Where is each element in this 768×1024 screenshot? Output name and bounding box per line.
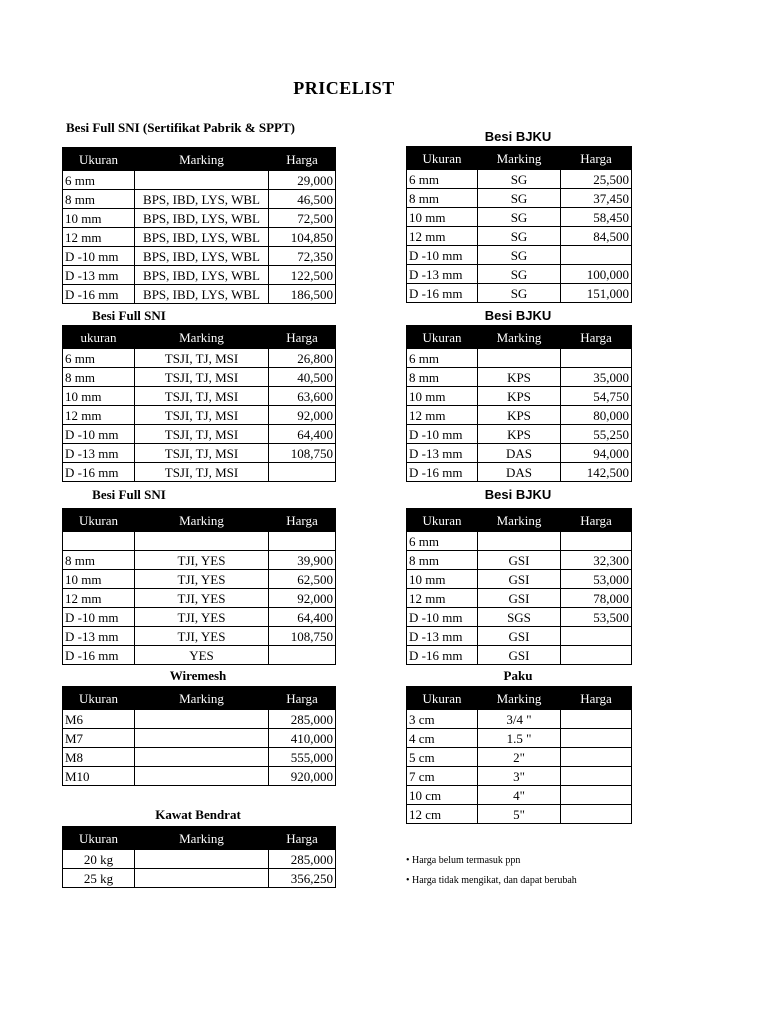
table-row: [63, 850, 336, 869]
table-row: [407, 425, 632, 444]
cell-harga: 39,900: [269, 551, 336, 570]
cell-ukuran: 6 mm: [407, 349, 478, 368]
cell-harga: 37,450: [561, 189, 632, 208]
cell-marking: [135, 850, 269, 869]
table-header-row: [63, 326, 336, 349]
cell-marking: TJI, YES: [135, 589, 269, 608]
cell-ukuran: 7 cm: [407, 767, 478, 786]
cell-marking: TSJI, TJ, MSI: [135, 387, 269, 406]
cell-marking: GSI: [478, 570, 561, 589]
cell-marking: DAS: [478, 444, 561, 463]
table-row: [407, 786, 632, 805]
header-ukuran: Ukuran: [63, 509, 135, 532]
header-marking: Marking: [135, 687, 269, 710]
table-row: [407, 805, 632, 824]
cell-ukuran: 8 mm: [407, 368, 478, 387]
table-header-row: [407, 147, 632, 170]
table-row: [63, 406, 336, 425]
section-title-paku: Paku: [503, 668, 533, 683]
header-ukuran: Ukuran: [63, 148, 135, 171]
cell-harga: 53,500: [561, 608, 632, 627]
cell-marking: 3/4 ": [478, 710, 561, 729]
cell-harga: 55,250: [561, 425, 632, 444]
table-row: [407, 208, 632, 227]
table-row: [63, 285, 336, 304]
price-table-besi-full-sni-3: [62, 508, 336, 665]
cell-harga: [561, 786, 632, 805]
section-title-besi-bjku-3: Besi BJKU: [484, 487, 552, 502]
cell-harga: 58,450: [561, 208, 632, 227]
table-row: [407, 589, 632, 608]
cell-harga: 356,250: [269, 869, 336, 888]
table-row: [63, 748, 336, 767]
cell-marking: SG: [478, 189, 561, 208]
cell-marking: 1.5 ": [478, 729, 561, 748]
cell-marking: TSJI, TJ, MSI: [135, 463, 269, 482]
header-harga: Harga: [561, 147, 632, 170]
cell-marking: DAS: [478, 463, 561, 482]
table-header-row: [63, 509, 336, 532]
cell-marking: GSI: [478, 646, 561, 665]
cell-marking: [135, 710, 269, 729]
cell-harga: 35,000: [561, 368, 632, 387]
cell-marking: BPS, IBD, LYS, WBL: [135, 247, 269, 266]
cell-ukuran: 12 mm: [63, 589, 135, 608]
price-table-besi-full-sni-1: [62, 147, 336, 304]
cell-marking: TSJI, TJ, MSI: [135, 349, 269, 368]
cell-marking: TJI, YES: [135, 627, 269, 646]
cell-marking: TJI, YES: [135, 551, 269, 570]
cell-marking: TSJI, TJ, MSI: [135, 406, 269, 425]
table-row: [407, 368, 632, 387]
header-harga: Harga: [269, 687, 336, 710]
table-row: [407, 246, 632, 265]
table-row: [63, 171, 336, 190]
cell-harga: [561, 767, 632, 786]
table-row: [63, 209, 336, 228]
cell-harga: 122,500: [269, 266, 336, 285]
table-header-row: [407, 326, 632, 349]
table-row: [407, 767, 632, 786]
cell-ukuran: D -16 mm: [63, 285, 135, 304]
cell-ukuran: 12 mm: [407, 406, 478, 425]
cell-harga: [561, 627, 632, 646]
cell-marking: SG: [478, 265, 561, 284]
header-marking: Marking: [135, 509, 269, 532]
price-table-besi-bjku-2: [406, 325, 632, 482]
cell-harga: [561, 710, 632, 729]
header-harga: Harga: [269, 148, 336, 171]
cell-harga: 72,500: [269, 209, 336, 228]
cell-ukuran: D -13 mm: [407, 265, 478, 284]
header-marking: Marking: [478, 509, 561, 532]
table-row: [407, 710, 632, 729]
table-row: [63, 266, 336, 285]
header-marking: Marking: [135, 827, 269, 850]
cell-ukuran: 10 mm: [407, 208, 478, 227]
cell-ukuran: 12 mm: [407, 227, 478, 246]
cell-harga: 100,000: [561, 265, 632, 284]
cell-ukuran: M10: [63, 767, 135, 786]
table-row: [407, 265, 632, 284]
note-item: • Harga tidak mengikat, dan dapat berubah: [406, 875, 577, 886]
cell-harga: 54,750: [561, 387, 632, 406]
table-body: [63, 171, 336, 304]
cell-ukuran: D -10 mm: [63, 425, 135, 444]
cell-harga: 94,000: [561, 444, 632, 463]
table-row: [63, 608, 336, 627]
cell-ukuran: 8 mm: [407, 189, 478, 208]
cell-harga: [561, 646, 632, 665]
cell-marking: BPS, IBD, LYS, WBL: [135, 209, 269, 228]
header-ukuran: Ukuran: [407, 509, 478, 532]
cell-ukuran: 6 mm: [407, 170, 478, 189]
cell-harga: 64,400: [269, 425, 336, 444]
header-harga: Harga: [561, 687, 632, 710]
cell-ukuran: 5 cm: [407, 748, 478, 767]
table-row: [63, 349, 336, 368]
cell-ukuran: 10 mm: [407, 570, 478, 589]
cell-marking: [478, 532, 561, 551]
cell-ukuran: 20 kg: [63, 850, 135, 869]
table-header-row: [63, 148, 336, 171]
table-row: [63, 570, 336, 589]
cell-marking: BPS, IBD, LYS, WBL: [135, 285, 269, 304]
cell-harga: [269, 532, 336, 551]
header-harga: Harga: [269, 326, 336, 349]
cell-ukuran: D -10 mm: [407, 425, 478, 444]
cell-ukuran: D -13 mm: [407, 627, 478, 646]
table-row: [407, 284, 632, 303]
cell-ukuran: 12 mm: [63, 228, 135, 247]
table-row: [63, 767, 336, 786]
cell-marking: BPS, IBD, LYS, WBL: [135, 228, 269, 247]
cell-marking: TJI, YES: [135, 608, 269, 627]
cell-harga: 26,800: [269, 349, 336, 368]
table-row: [407, 551, 632, 570]
cell-marking: SG: [478, 208, 561, 227]
cell-ukuran: 10 mm: [63, 209, 135, 228]
cell-ukuran: 10 mm: [407, 387, 478, 406]
header-marking: Marking: [478, 687, 561, 710]
table-body: [63, 850, 336, 888]
table-row: [63, 368, 336, 387]
cell-marking: KPS: [478, 425, 561, 444]
cell-marking: [135, 748, 269, 767]
table-body: [63, 349, 336, 482]
table-row: [63, 869, 336, 888]
cell-marking: [135, 532, 269, 551]
cell-ukuran: 25 kg: [63, 869, 135, 888]
price-table-besi-bjku-3: [406, 508, 632, 665]
section-title-besi-bjku-1: Besi BJKU: [484, 129, 552, 144]
section-title-besi-full-sni-2: Besi Full SNI: [92, 308, 166, 323]
cell-marking: TJI, YES: [135, 570, 269, 589]
cell-marking: TSJI, TJ, MSI: [135, 368, 269, 387]
notes: [406, 851, 577, 891]
table-row: [63, 247, 336, 266]
cell-harga: [561, 246, 632, 265]
cell-harga: [561, 532, 632, 551]
cell-harga: 108,750: [269, 627, 336, 646]
cell-marking: GSI: [478, 589, 561, 608]
cell-ukuran: 8 mm: [63, 190, 135, 209]
table-row: [63, 190, 336, 209]
table-row: [407, 170, 632, 189]
cell-harga: 72,350: [269, 247, 336, 266]
table-row: [63, 646, 336, 665]
cell-ukuran: D -16 mm: [407, 284, 478, 303]
table-row: [407, 608, 632, 627]
cell-harga: 104,850: [269, 228, 336, 247]
cell-marking: SG: [478, 284, 561, 303]
cell-marking: BPS, IBD, LYS, WBL: [135, 190, 269, 209]
table-row: [63, 228, 336, 247]
table-body: [407, 170, 632, 303]
section-title-wiremesh: Wiremesh: [169, 668, 227, 683]
table-row: [63, 551, 336, 570]
table-header-row: [407, 687, 632, 710]
table-body: [407, 349, 632, 482]
header-harga: Harga: [269, 827, 336, 850]
cell-ukuran: [63, 532, 135, 551]
cell-marking: [135, 869, 269, 888]
cell-marking: 3": [478, 767, 561, 786]
cell-harga: 64,400: [269, 608, 336, 627]
table-row: [63, 463, 336, 482]
table-row: [63, 532, 336, 551]
table-row: [407, 387, 632, 406]
price-table-besi-bjku-1: [406, 146, 632, 303]
cell-ukuran: D -10 mm: [407, 246, 478, 265]
cell-ukuran: D -16 mm: [407, 646, 478, 665]
cell-ukuran: 12 mm: [63, 406, 135, 425]
cell-harga: 410,000: [269, 729, 336, 748]
table-row: [407, 627, 632, 646]
table-row: [63, 589, 336, 608]
table-row: [407, 463, 632, 482]
cell-marking: GSI: [478, 551, 561, 570]
cell-harga: 32,300: [561, 551, 632, 570]
header-marking: Marking: [478, 147, 561, 170]
cell-harga: [561, 729, 632, 748]
cell-ukuran: 8 mm: [63, 551, 135, 570]
cell-ukuran: D -16 mm: [63, 646, 135, 665]
cell-harga: 25,500: [561, 170, 632, 189]
table-row: [407, 570, 632, 589]
table-row: [407, 748, 632, 767]
price-table-wiremesh: [62, 686, 336, 786]
cell-harga: 53,000: [561, 570, 632, 589]
header-harga: Harga: [269, 509, 336, 532]
cell-ukuran: M7: [63, 729, 135, 748]
cell-harga: 84,500: [561, 227, 632, 246]
cell-ukuran: 6 mm: [63, 171, 135, 190]
cell-ukuran: 12 mm: [407, 589, 478, 608]
cell-ukuran: D -13 mm: [63, 444, 135, 463]
table-row: [63, 627, 336, 646]
cell-harga: 151,000: [561, 284, 632, 303]
table-row: [407, 444, 632, 463]
cell-marking: YES: [135, 646, 269, 665]
cell-ukuran: D -10 mm: [407, 608, 478, 627]
table-row: [63, 444, 336, 463]
page-title: PRICELIST: [293, 78, 395, 98]
header-marking: Marking: [478, 326, 561, 349]
header-ukuran: ukuran: [63, 326, 135, 349]
price-table-besi-full-sni-2: [62, 325, 336, 482]
cell-marking: KPS: [478, 406, 561, 425]
table-row: [63, 387, 336, 406]
cell-marking: SG: [478, 170, 561, 189]
cell-harga: 29,000: [269, 171, 336, 190]
cell-harga: 40,500: [269, 368, 336, 387]
cell-harga: 92,000: [269, 406, 336, 425]
cell-ukuran: 12 cm: [407, 805, 478, 824]
cell-ukuran: 8 mm: [407, 551, 478, 570]
table-row: [407, 729, 632, 748]
cell-harga: 78,000: [561, 589, 632, 608]
cell-marking: 4": [478, 786, 561, 805]
cell-ukuran: 10 mm: [63, 570, 135, 589]
cell-harga: 108,750: [269, 444, 336, 463]
section-title-kawat-bendrat: Kawat Bendrat: [155, 807, 241, 822]
table-header-row: [407, 509, 632, 532]
cell-harga: 285,000: [269, 710, 336, 729]
table-row: [63, 729, 336, 748]
cell-harga: 142,500: [561, 463, 632, 482]
cell-marking: KPS: [478, 387, 561, 406]
cell-ukuran: D -13 mm: [407, 444, 478, 463]
cell-ukuran: 10 mm: [63, 387, 135, 406]
table-body: [407, 532, 632, 665]
section-title-besi-full-sni-sertifikat: Besi Full SNI (Sertifikat Pabrik & SPPT): [66, 120, 295, 135]
cell-harga: [269, 646, 336, 665]
section-title-besi-full-sni-3: Besi Full SNI: [92, 487, 166, 502]
table-row: [407, 349, 632, 368]
cell-harga: 92,000: [269, 589, 336, 608]
table-body: [63, 710, 336, 786]
cell-harga: 63,600: [269, 387, 336, 406]
cell-ukuran: D -10 mm: [63, 608, 135, 627]
table-row: [407, 227, 632, 246]
header-marking: Marking: [135, 326, 269, 349]
cell-harga: [561, 748, 632, 767]
cell-harga: [269, 463, 336, 482]
cell-ukuran: 6 mm: [63, 349, 135, 368]
cell-marking: 2": [478, 748, 561, 767]
cell-ukuran: M6: [63, 710, 135, 729]
cell-marking: GSI: [478, 627, 561, 646]
cell-marking: KPS: [478, 368, 561, 387]
table-header-row: [63, 827, 336, 850]
cell-ukuran: 4 cm: [407, 729, 478, 748]
cell-harga: 186,500: [269, 285, 336, 304]
table-row: [407, 646, 632, 665]
table-row: [63, 425, 336, 444]
cell-marking: SG: [478, 246, 561, 265]
header-harga: Harga: [561, 326, 632, 349]
header-ukuran: Ukuran: [407, 687, 478, 710]
cell-ukuran: M8: [63, 748, 135, 767]
cell-marking: [135, 767, 269, 786]
cell-ukuran: D -16 mm: [63, 463, 135, 482]
cell-marking: SG: [478, 227, 561, 246]
cell-ukuran: D -16 mm: [407, 463, 478, 482]
header-ukuran: Ukuran: [407, 147, 478, 170]
table-row: [407, 532, 632, 551]
table-row: [407, 406, 632, 425]
cell-ukuran: 3 cm: [407, 710, 478, 729]
cell-marking: TSJI, TJ, MSI: [135, 444, 269, 463]
table-body: [63, 532, 336, 665]
cell-harga: [561, 349, 632, 368]
note-item: • Harga belum termasuk ppn: [406, 855, 521, 866]
cell-marking: [478, 349, 561, 368]
cell-ukuran: D -13 mm: [63, 627, 135, 646]
header-harga: Harga: [561, 509, 632, 532]
table-header-row: [63, 687, 336, 710]
cell-ukuran: 6 mm: [407, 532, 478, 551]
table-body: [407, 710, 632, 824]
table-row: [63, 710, 336, 729]
price-table-paku: [406, 686, 632, 824]
cell-ukuran: D -13 mm: [63, 266, 135, 285]
table-row: [407, 189, 632, 208]
cell-marking: BPS, IBD, LYS, WBL: [135, 266, 269, 285]
cell-harga: 46,500: [269, 190, 336, 209]
cell-harga: 62,500: [269, 570, 336, 589]
cell-harga: 555,000: [269, 748, 336, 767]
cell-marking: [135, 171, 269, 190]
cell-marking: [135, 729, 269, 748]
cell-ukuran: 10 cm: [407, 786, 478, 805]
cell-marking: 5": [478, 805, 561, 824]
header-ukuran: Ukuran: [63, 827, 135, 850]
cell-harga: 80,000: [561, 406, 632, 425]
price-table-kawat-bendrat: [62, 826, 336, 888]
header-ukuran: Ukuran: [63, 687, 135, 710]
cell-harga: [561, 805, 632, 824]
section-title-besi-bjku-2: Besi BJKU: [484, 308, 552, 323]
cell-marking: SGS: [478, 608, 561, 627]
cell-marking: TSJI, TJ, MSI: [135, 425, 269, 444]
cell-ukuran: 8 mm: [63, 368, 135, 387]
cell-harga: 920,000: [269, 767, 336, 786]
header-ukuran: Ukuran: [407, 326, 478, 349]
cell-ukuran: D -10 mm: [63, 247, 135, 266]
cell-harga: 285,000: [269, 850, 336, 869]
header-marking: Marking: [135, 148, 269, 171]
